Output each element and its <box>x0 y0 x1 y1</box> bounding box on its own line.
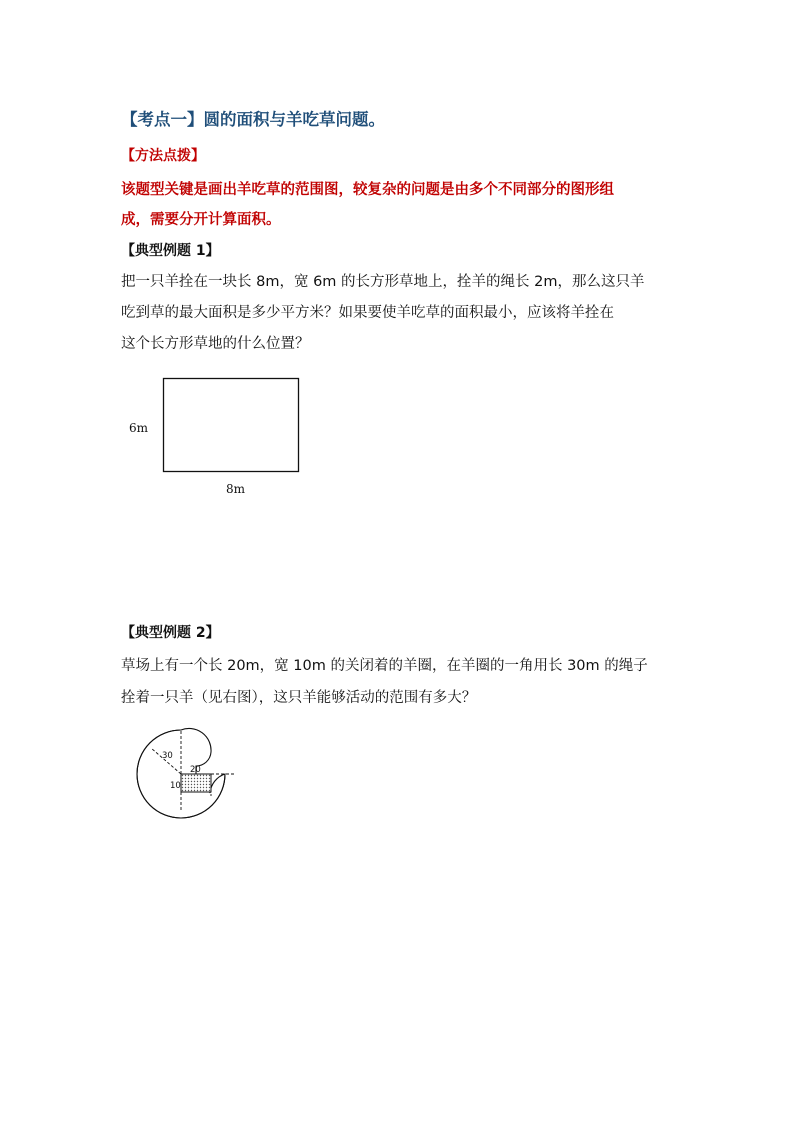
example1-rectangle-figure <box>160 375 305 477</box>
field-rectangle <box>164 379 299 472</box>
width-label: 8m <box>226 482 246 496</box>
example1-line-3: 这个长方形草地的什么位置？ <box>121 336 310 352</box>
example1-line-2: 吃到草的最大面积是多少平方米？如果要使羊吃草的面积最小，应该将羊拴在 <box>121 305 614 321</box>
method-label: 【方法点拨】 <box>121 148 205 164</box>
example1-label: 【典型例题 1】 <box>121 243 220 259</box>
height-label: 6m <box>129 421 149 435</box>
method-line-2: 成，需要分开计算面积。 <box>121 212 281 228</box>
example1-line-1: 把一只羊拴在一块长 8m，宽 6m 的长方形草地上，拴羊的绳长 2m，那么这只羊 <box>121 274 645 290</box>
method-line-1: 该题型关键是画出羊吃草的范围图，较复杂的问题是由多个不同部分的图形组 <box>121 182 614 198</box>
example2-goat-range-figure <box>130 726 245 830</box>
section-title: 【考点一】圆的面积与羊吃草问题。 <box>121 110 385 129</box>
example2-line-1: 草场上有一个长 20m，宽 10m 的关闭着的羊圈，在羊圈的一角用长 30m 的绳子 <box>121 658 648 674</box>
sheep-pen <box>181 774 211 792</box>
example2-line-2: 拴着一只羊（见右图），这只羊能够活动的范围有多大？ <box>121 690 477 706</box>
pen-length-label: 20 <box>190 765 201 775</box>
pen-width-label: 10 <box>170 781 181 791</box>
example2-label: 【典型例题 2】 <box>121 625 220 641</box>
radius-label: 30 <box>162 751 173 761</box>
